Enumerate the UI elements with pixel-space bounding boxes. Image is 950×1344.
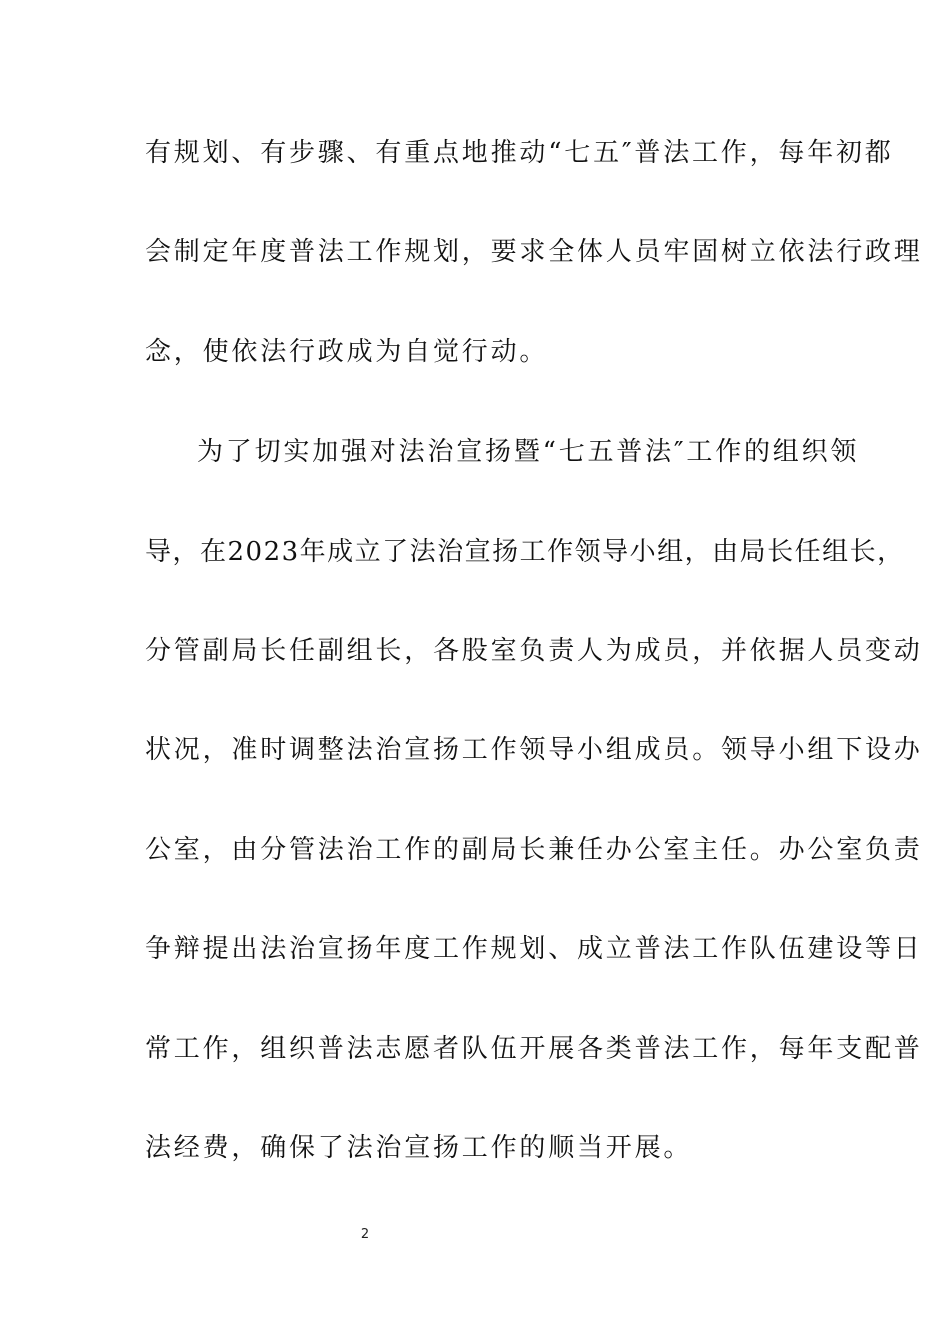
paragraph-line: 分管副局长任副组长，各股室负责人为成员，并依据人员变动 (145, 636, 923, 666)
paragraph-line: 状况，准时调整法治宣扬工作领导小组成员。领导小组下设办 (145, 735, 923, 765)
paragraph-line: 念，使依法行政成为自觉行动。 (145, 337, 549, 367)
paragraph-line: 有规划、有步骤、有重点地推动“七五″普法工作，每年初都 (145, 138, 894, 168)
paragraph-line: 会制定年度普法工作规划，要求全体人员牢固树立依法行政理 (145, 237, 923, 267)
paragraph-line: 法经费，确保了法治宣扬工作的顺当开展。 (145, 1133, 693, 1163)
paragraph-line: 争辩提出法治宣扬年度工作规划、成立普法工作队伍建设等日 (145, 934, 923, 964)
paragraph-line: 公室，由分管法治工作的副局长兼任办公室主任。办公室负责 (145, 835, 923, 865)
paragraph-line: 常工作，组织普法志愿者队伍开展各类普法工作，每年支配普 (145, 1034, 923, 1064)
paragraph-line: 导，在2023年成立了法治宣扬工作领导小组，由局长任组长， (145, 537, 905, 567)
paragraph-line: 为了切实加强对法治宣扬暨“七五普法″工作的组织领 (197, 437, 860, 467)
page-number: 2 (360, 1227, 370, 1242)
